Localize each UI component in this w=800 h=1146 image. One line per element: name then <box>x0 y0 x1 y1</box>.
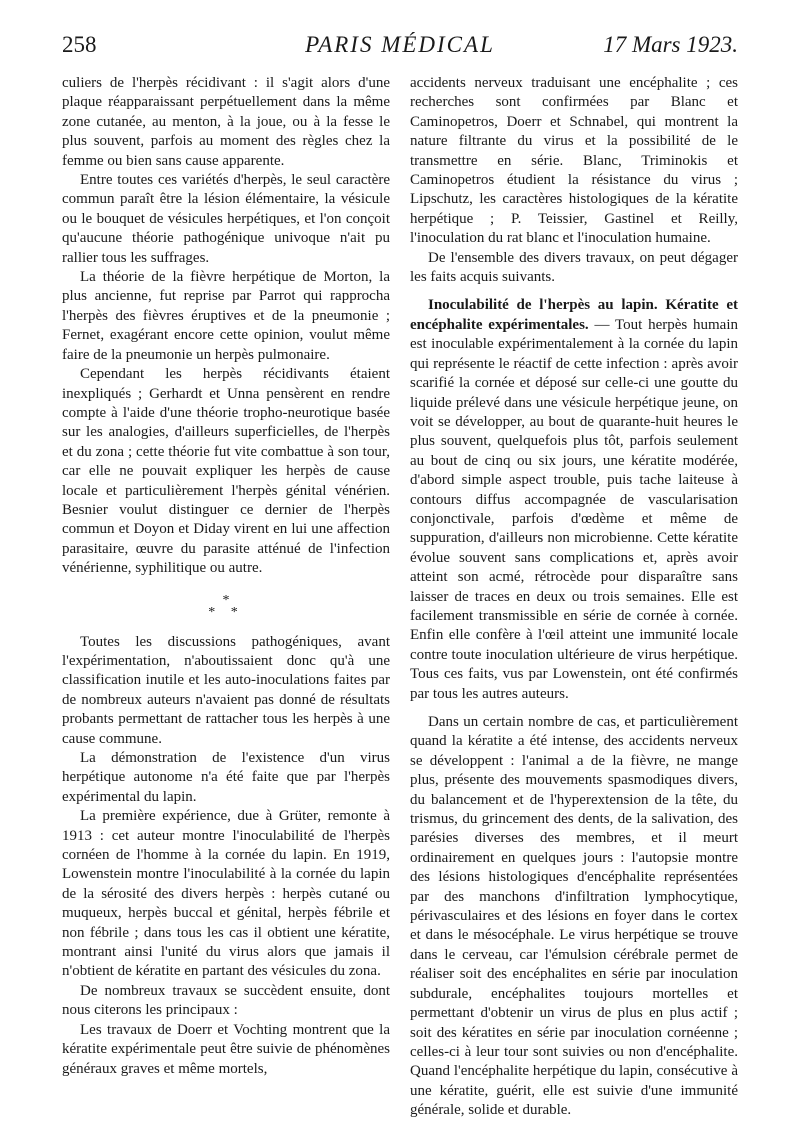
paragraph: accidents nerveux traduisant une encéphalite ; ces recherches sont confirmées par Blanc et Caminopetros, Doerr et Schnabel, qui montrent la nature filtrante du virus et la possibilité de le transmettre en série. Blanc, Triminokis et Caminopetros étudient la résistance du virus ; Lipschutz, les caractères histologiques de la kératite herpétique ; P. Teissier, Gastinel et Reilly, l'inoculation du rat blanc et l'inoculation humaine. <box>410 75 738 247</box>
section-separator <box>62 592 390 620</box>
journal-title: PARIS MÉDICAL <box>305 32 495 57</box>
right-column <box>410 74 738 1121</box>
section-paragraph <box>410 296 738 704</box>
page-number: 258 <box>62 32 97 57</box>
issue-date: 17 Mars 1923. <box>603 32 738 57</box>
paragraph: Toutes les discussions pathogéniques, avant l'expérimentation, n'aboutissaient donc qu'à une classification inutile et les auto-inoculations faites par de nombreux auteurs n'avaient pas donné de résultats probants permettant de rattacher tous les herpès à une cause commune. <box>62 633 390 747</box>
paragraph: De nombreux travaux se succèdent ensuite, dont nous citerons les principaux : <box>62 982 390 1019</box>
paragraph: Dans un certain nombre de cas, et particulièrement quand la kératite a été intense, des accidents nerveux se développent : l'animal a de la fièvre, ne mange plus, présente des mouvements spasmodiques divers, du balancement et de l'hyperextension de la tête, du trismus, du grincement des dents, de la salivation, des parésies diverses des membres, et il meurt ordinairement en quelques jours : l'autopsie montre des lésions histologiques d'encéphalite représentées par des manchons d'infiltration lymphocytique, périvasculaires et des lésions en foyer dans le cortex et dans le mésocéphale. Le virus herpétique se trouve dans le cerveau, car l'émulsion cérébrale permet de réaliser soit des encéphalites en série par inoculation subdurale, encéphalites toujours mortelles et permettant d'obtenir un virus de plus en plus actif ; soit des kératites en série par inoculation cornéenne ; celles-ci à leur tour sont suivies ou non d'encéphalite. Quand l'encéphalite herpétique du lapin, consécutive à une kératite, guérit, elle est suivie d'une immunité générale, solide et durable. <box>410 714 738 1119</box>
paragraph: Cependant les herpès récidivants étaient inexpliqués ; Gerhardt et Unna pensèrent en rendre compte à l'aide d'une théorie tropho-neurotique basée sur les analogies, d'ailleurs superficielles, de l'herpès et du zona ; cette théorie fut vite combattue à son tour, car elle ne pouvait expliquer les herpès de cause locale et particulièrement l'herpès génital vénérien. Besnier voulut distinguer ce dernier de l'herpès commun et Doyon et Diday virent en lui une affection parasitaire, œuvre du parasite atténué de l'infection vénérienne, syphilitique ou autre. <box>62 366 390 577</box>
paragraph: culiers de l'herpès récidivant : il s'agit alors d'une plaque réapparaissant perpétuellement dans la même zone cutanée, au menton, à la joue, ou à la fesse le plus souvent, parfois au moment des règles chez la femme ou bien sans cause apparente. <box>62 75 390 169</box>
separator-bottom: * * <box>208 604 244 620</box>
separator-top: * <box>222 592 230 608</box>
paragraph: Les travaux de Doerr et Vochting montrent que la kératite expérimentale peut être suivie de phénomènes généraux graves et même mortels, <box>62 1021 390 1077</box>
left-column <box>62 74 390 1079</box>
paragraph: La théorie de la fièvre herpétique de Morton, la plus ancienne, fut reprise par Parrot qui rapprocha l'herpès des fièvres éruptives et de la pneumonie ; Fernet, exagérant encore cette opinion, voulut même faire de la pneumonie un herpès pulmonaire. <box>62 269 390 363</box>
paragraph: La démonstration de l'existence d'un virus herpétique autonome n'a été faite que par l'herpès expérimental du lapin. <box>62 750 390 805</box>
section-heading: Inoculabilité de l'herpès au lapin. Kératite et encéphalite expérimentales. <box>410 297 738 333</box>
paragraph: Entre toutes ces variétés d'herpès, le seul caractère commun paraît être la lésion élémentaire, la vésicule ou le bouquet de vésicules herpétiques, et l'on conçoit qu'aucune théorie pathogénique univoque n'ait pu rallier tous les suffrages. <box>62 172 390 266</box>
paragraph: La première expérience, due à Grüter, remonte à 1913 : cet auteur montre l'inoculabilité de l'herpès cornéen de l'homme à la cornée du lapin. En 1919, Lowenstein montre l'inoculabilité à la cornée du lapin de la sérosité des divers herpès : herpès cutané ou muqueux, herpès buccal et génital, herpès fébrile et non fébrile ; dans tous les cas il obtient une kératite, montrant ainsi l'unité du virus alors que jamais il n'obtient de kératite en partant des vésicules du zona. <box>62 808 390 980</box>
section-body: — Tout herpès humain est inoculable expérimentalement à la cornée du lapin qui représente le réactif de cette infection : après avoir scarifié la cornée et déposé sur celle-ci une goutte du liquide prélevé dans une vésicule herpétique jeune, on voit se développer, au bout de quarante-huit heures le plus souvent, quelquefois plus tôt, parfois seulement au bout de cinq ou six jours, une kératite modérée, d'abord simple aspect trouble, puis tache laiteuse à contours diffus accompagnée de vascularisation conjonctivale, parfois d'œdème et même de suppuration, d'ailleurs non microbienne. Cette kératite évolue souvent sans complications et, après avoir atteint son acmé, rétrocède pour disparaître sans laisser de traces en deux ou trois semaines. Elle est facilement transmissible en série de cornée à cornée. Enfin elle confère à l'œil atteint une immunité locale contre toute inoculation ultérieure de virus herpétique. Tous ces faits, vus par Lowenstein, ont été confirmés par tous les autres auteurs. <box>410 316 738 702</box>
page-header <box>62 30 738 60</box>
paragraph: De l'ensemble des divers travaux, on peut dégager les faits acquis suivants. <box>410 249 738 286</box>
